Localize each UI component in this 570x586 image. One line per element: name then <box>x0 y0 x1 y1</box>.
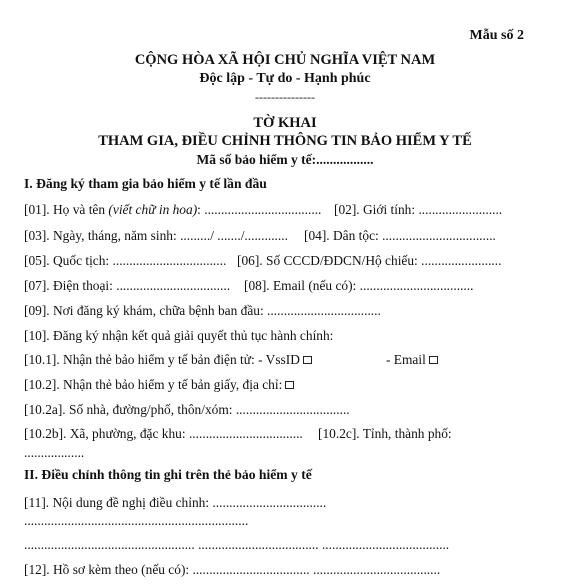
field-01-note: (viết chữ in hoa) <box>108 202 198 217</box>
field-01-blank: : ................................... <box>197 202 322 217</box>
field-05-nationality: [05]. Quốc tịch: .................................. <box>24 253 227 268</box>
country-name: CỘNG HÒA XÃ HỘI CHỦ NGHĨA VIỆT NAM <box>134 52 436 68</box>
field-06-id-number: [06]. Số CCCD/ĐDCN/Hộ chiếu: ........................ <box>237 253 502 268</box>
form-number: Mẫu số 2 <box>469 28 524 43</box>
field-10-result-delivery: [10]. Đăng ký nhận kết quả giải quyết thủ tục hành chính: <box>24 328 334 343</box>
field-04-ethnicity: [04]. Dân tộc: .................................. <box>304 228 496 243</box>
field-10-2-paper-card <box>24 377 294 393</box>
field-08-email: [08]. Email (nếu có): .................................. <box>244 278 474 293</box>
field-10-1-email-option <box>386 352 438 368</box>
field-10-2a-street: [10.2a]. Số nhà, đường/phố, thôn/xóm: .................................. <box>24 402 350 417</box>
field-11-adjustment: [11]. Nội dung đề nghị điều chỉnh: .................................. <box>24 495 327 510</box>
email-checkbox[interactable] <box>429 356 438 364</box>
email-option-label: - Email <box>386 352 426 367</box>
form-subtitle: THAM GIA, ĐIỀU CHỈNH THÔNG TIN BẢO HIỂM Y TẾ <box>98 133 472 149</box>
vssid-checkbox[interactable] <box>303 356 312 364</box>
form-title: TỜ KHAI <box>253 115 317 131</box>
field-02-gender: [02]. Giới tính: ......................... <box>334 202 503 217</box>
field-10-1-label: [10.1]. Nhận thẻ bảo hiểm y tế bản điện tử: - VssID <box>24 352 300 367</box>
field-01-label: [01]. Họ và tên <box>24 202 109 217</box>
field-09-registration-place: [09]. Nơi đăng ký khám, chữa bệnh ban đầu: .................................. <box>24 303 381 318</box>
insurance-code-field: Mã số bảo hiểm y tế:................. <box>196 152 374 167</box>
field-07-phone: [07]. Điện thoại: .................................. <box>24 278 231 293</box>
section-2-heading: II. Điều chỉnh thông tin ghi trên thẻ bảo hiểm y tế <box>24 467 312 482</box>
field-10-2c-province: [10.2c]. Tỉnh, thành phố: <box>318 426 452 441</box>
field-10-2b-ward: [10.2b]. Xã, phường, đặc khu: .................................. <box>24 426 303 441</box>
field-11-continuation-2: ................................................... .................................... ...................................... <box>24 537 450 552</box>
field-03-birthdate: [03]. Ngày, tháng, năm sinh: ........./ ......./............. <box>24 228 288 243</box>
paper-card-checkbox[interactable] <box>285 381 294 389</box>
field-10-1-electronic-card <box>24 352 312 368</box>
field-12-attachments: [12]. Hồ sơ kèm theo (nếu có): ................................... ...................................... <box>24 562 441 577</box>
field-01-fullname <box>24 202 321 218</box>
field-10-2c-continuation: .................. <box>24 445 85 460</box>
field-11-continuation-1: ................................................................... <box>24 513 249 528</box>
section-1-heading: I. Đăng ký tham gia bảo hiểm y tế lần đầu <box>24 176 267 191</box>
national-motto: Độc lập - Tự do - Hạnh phúc <box>199 71 371 86</box>
header-separator: --------------- <box>255 90 315 104</box>
field-10-2-label: [10.2]. Nhận thẻ bảo hiểm y tế bản giấy, địa chỉ: <box>24 377 283 392</box>
